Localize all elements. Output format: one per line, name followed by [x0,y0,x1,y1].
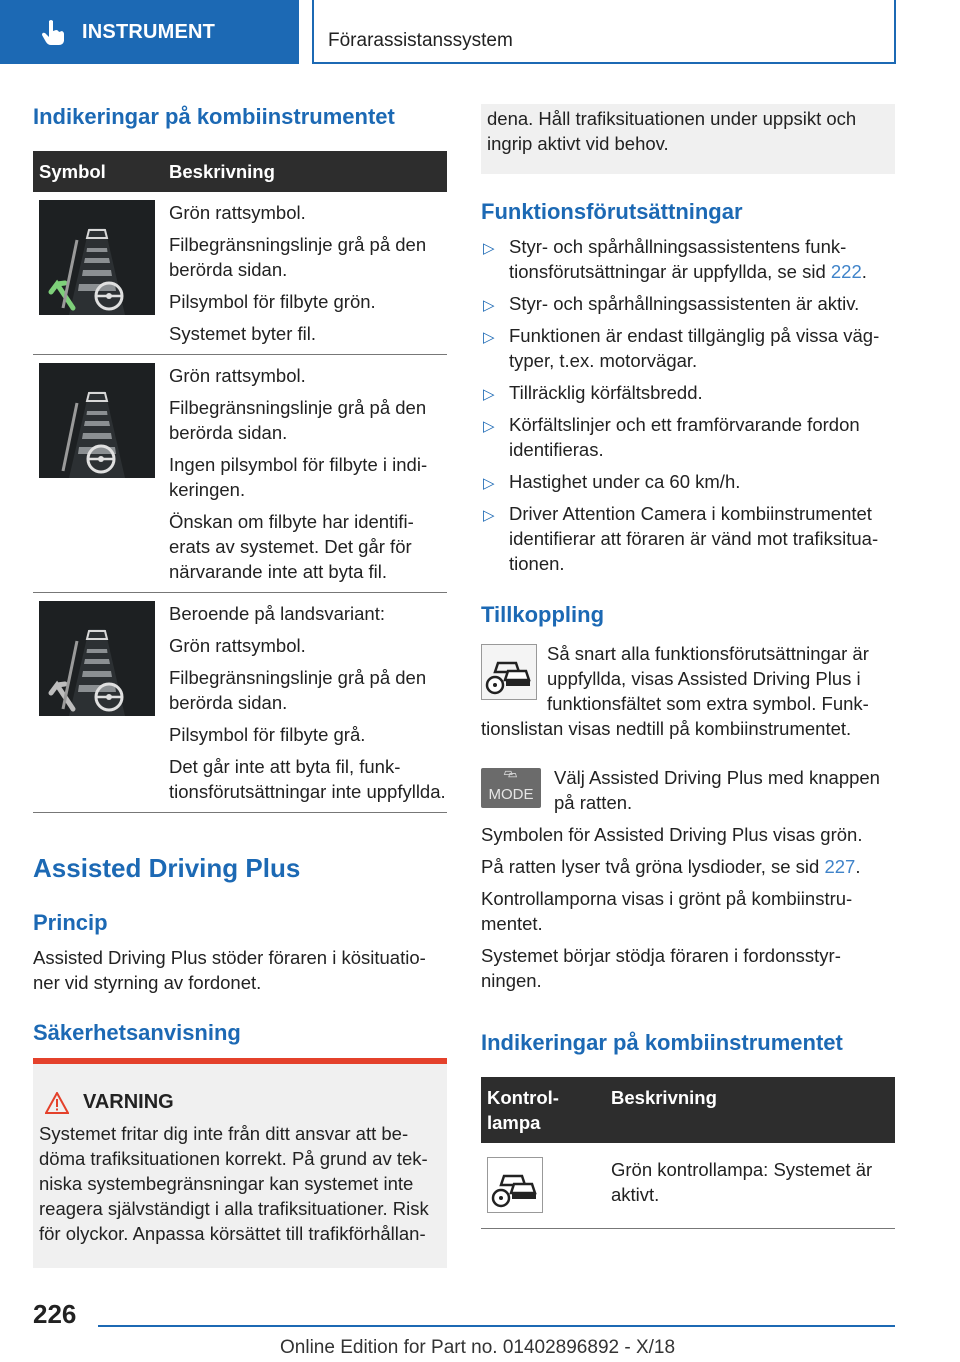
row1-line1: Grön rattsymbol. [169,202,306,223]
list-item [481,469,893,494]
chapter-tab-label: INSTRUMENT [82,20,216,43]
section-title-indikeringar-2: Indikeringar på kombiinstrumentet [481,1030,843,1055]
warning-box [33,1058,447,1268]
control-lamps-text: Kontrollamporna visas i grönt på kombiinstrumentet. [481,888,853,934]
warning-text: Systemet fritar dig inte från ditt ansvar att bedöma trafiksituationen korrekt. På grund av tekniska systembegränsningar kan systemet inte reagera självständigt i alla trafiksituationer. Risk för olyckor. Anpassa körsättet till trafikförhållan- [39,1123,429,1244]
warning-title: VARNING [83,1091,174,1113]
row3-line2: Grön rattsymbol. [169,635,306,656]
list-item-text: Hastighet under ca 60 km/h. [509,471,741,492]
leds-text [481,854,895,879]
symbol-green-text: Symbolen för Assisted Driving Plus visas grön. [481,824,863,845]
tillkoppling-text-1: Så snart alla funktionsförutsättningar är uppfyllda, visas Assisted Driving Plus i funktionsfältet som extra symbol. Funk- [547,643,869,714]
row3-line5: Det går inte att byta fil, funktionsförutsättningar inte uppfyllda. [169,756,446,802]
system-begins-text: Systemet börjar stödja föraren i fordonsstyrningen. [481,945,841,991]
symbol-table [33,151,447,813]
list-item [481,234,893,284]
requirements-list [481,234,893,583]
list-item-text: Styr- och spårhållningsassistentens funktionsförutsättningar är uppfyllda, se sid [509,236,847,282]
mode-text: Välj Assisted Driving Plus med knappen på ratten. [554,767,880,813]
bullet-triangle-icon: ▷ [483,386,495,403]
subsection-title-funktionsforutsattningar: Funktionsförutsättningar [481,199,743,224]
bullet-triangle-icon: ▷ [483,240,495,257]
row2-line1: Grön rattsymbol. [169,365,306,386]
princip-text: Assisted Driving Plus stöder föraren i kösituationer vid styrning av fordonet. [33,947,426,993]
subsection-title-princip: Princip [33,910,108,935]
page-footer [0,1295,960,1362]
list-item [481,291,893,316]
list-item [481,412,893,462]
edition-text: Online Edition for Part no. 01402896892 - X/18 [280,1337,676,1358]
mode-button-label: MODE [488,786,534,803]
row2-line4: Önskan om filbyte har identifierats av systemet. Det går för närvarande inte att byta fil. [169,511,414,582]
page-link[interactable]: 222 [830,261,862,282]
lamp-row-text: Grön kontrollampa: Systemet är aktivt. [611,1159,873,1205]
mode-button-icon[interactable] [481,768,541,808]
section-title-indikeringar: Indikeringar på kombiinstrumentet [33,104,395,129]
bullet-triangle-icon: ▷ [483,297,495,314]
warning-continuation-box [481,104,895,174]
assisted-driving-symbol-icon [481,644,537,700]
row3-line3: Filbegränsningslinje grå på den berörda sidan. [169,667,427,713]
list-item-text: Styr- och spårhållningsassistenten är aktiv. [509,293,860,314]
chapter-tab[interactable] [0,0,299,64]
list-item-text: Körfältslinjer och ett framförvarande fordon identifieras. [509,414,860,460]
list-item-suffix: . [861,261,867,282]
list-item [481,323,893,373]
lane-change-arrow-green-icon [39,200,155,315]
assisted-driving-lamp-icon [487,1157,543,1213]
row1-line2: Filbegränsningslinje grå på den berörda sidan. [169,234,427,280]
leds-text-post: . [855,856,861,877]
warning-triangle-icon [45,1092,69,1114]
list-item [481,380,893,405]
row2-line3: Ingen pilsymbol för filbyte i indikeringen. [169,454,428,500]
row3-line1: Beroende på landsvariant: [169,603,385,624]
section-title-assisted-driving-plus: Assisted Driving Plus [33,853,301,883]
row3-line4: Pilsymbol för filbyte grå. [169,724,366,745]
list-item [481,501,893,576]
footer-rule [98,1325,895,1327]
page-number: 226 [33,1299,77,1329]
subsection-title-tillkoppling: Tillkoppling [481,602,605,627]
chapter-title: Förarassistanssystem [328,30,513,51]
table-row [33,355,447,593]
list-item-text: Tillräcklig körfältsbredd. [509,382,703,403]
hand-pointer-icon [38,17,68,47]
leds-text-pre: På ratten lyser två gröna lysdioder, se sid [481,856,825,877]
list-item-text: Funktionen är endast tillgänglig på vissa vägtyper, t.ex. motorvägar. [509,325,880,371]
table-row [33,593,447,813]
row1-line4: Systemet byter fil. [169,323,317,344]
col-header-lamp: Kontrollampa [481,1077,605,1143]
col-header-description: Beskrivning [163,151,447,192]
lane-change-arrow-grey-icon [39,601,155,716]
warning-continuation-text: dena. Håll trafiksituationen under uppsikt och ingrip aktivt vid behov. [487,108,857,154]
row2-line2: Filbegränsningslinje grå på den berörda sidan. [169,397,427,443]
table-row [481,1143,895,1229]
tillkoppling-text-2: tionslistan visas nedtill på kombiinstrumentet. [481,718,852,739]
chapter-header [312,0,896,64]
bullet-triangle-icon: ▷ [483,418,495,435]
bullet-triangle-icon: ▷ [483,507,495,524]
col-header-description: Beskrivning [605,1077,895,1143]
bullet-triangle-icon: ▷ [483,475,495,492]
warning-heading [39,1090,439,1115]
bullet-triangle-icon: ▷ [483,329,495,346]
list-item-text: Driver Attention Camera i kombiinstrumentet identifierar att föraren är vänd mot trafiksituationen. [509,503,879,574]
lane-change-no-arrow-icon [39,363,155,478]
row1-line3: Pilsymbol för filbyte grön. [169,291,376,312]
control-lamp-table [481,1077,895,1229]
subsection-title-sakerhetsanvisning: Säkerhetsanvisning [33,1020,241,1045]
page-link[interactable]: 227 [824,856,856,877]
table-row [33,192,447,355]
col-header-symbol: Symbol [33,151,163,192]
